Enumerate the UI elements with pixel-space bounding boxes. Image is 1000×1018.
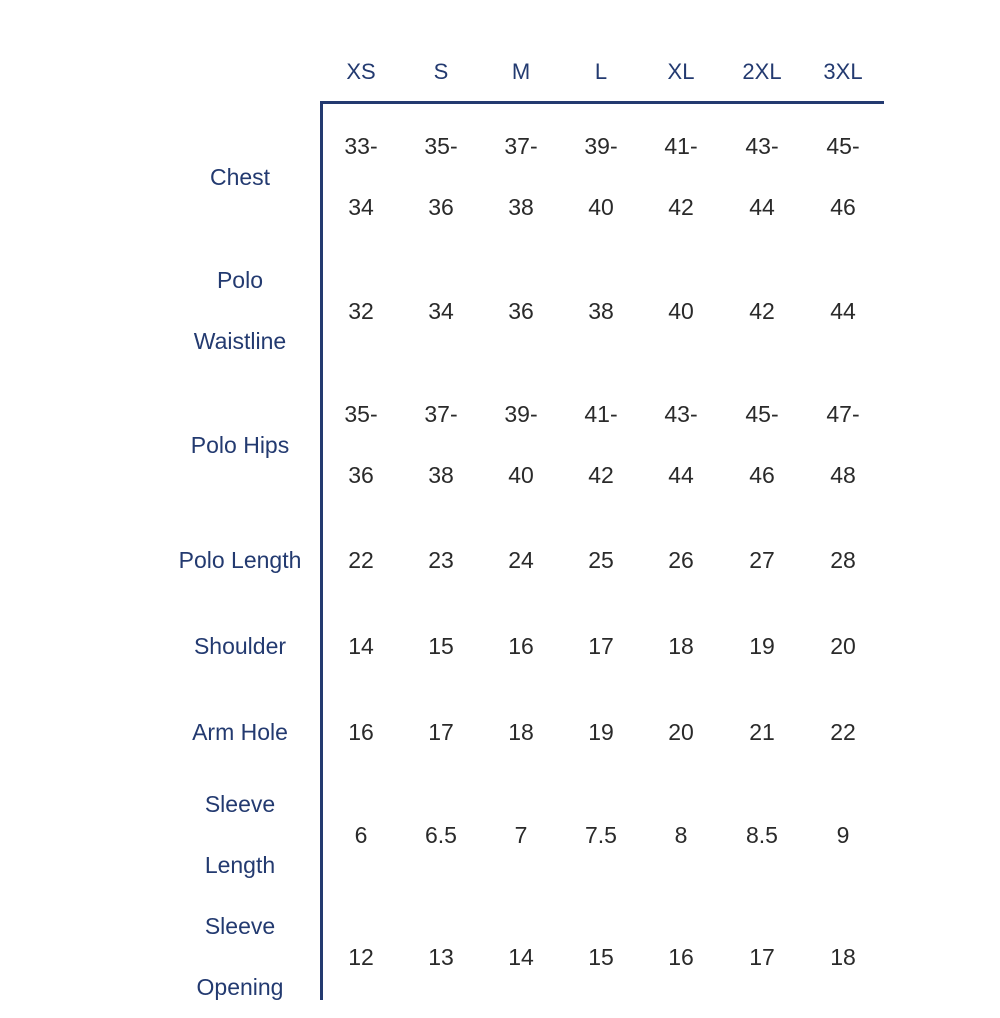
- cell-polo-length-l: 25: [588, 547, 614, 573]
- cell-sleeve-length-m: 7: [514, 821, 528, 848]
- cell-arm-hole-xs: 16: [348, 719, 374, 745]
- cell-sleeve-opening-m: 14: [508, 943, 534, 970]
- cell-sleeve-length-xs: 6: [354, 821, 368, 848]
- cell-polo-hips-3xl: 47- 48: [826, 401, 860, 488]
- cell-polo-hips-m: 39- 40: [504, 401, 538, 488]
- cell-polo-waistline-m: 36: [508, 297, 534, 324]
- row-label-polo-waistline: Polo Waistline: [193, 267, 287, 354]
- cell-sleeve-length-s: 6.5: [425, 821, 457, 848]
- cell-polo-length-s: 23: [428, 547, 454, 573]
- size-header-m: M: [511, 59, 531, 84]
- cell-sleeve-length-2xl: 8.5: [746, 821, 778, 848]
- size-header-2xl: 2XL: [742, 59, 782, 84]
- row-label-sleeve-opening: Sleeve Opening: [196, 913, 284, 1000]
- cell-polo-hips-xl: 43- 44: [664, 401, 698, 488]
- cell-sleeve-length-xl: 8: [674, 821, 688, 848]
- size-header-l: L: [594, 59, 608, 84]
- cell-chest-l: 39- 40: [584, 133, 618, 220]
- cell-chest-m: 37- 38: [504, 133, 538, 220]
- row-label-arm-hole: Arm Hole: [192, 719, 288, 745]
- cell-chest-s: 35- 36: [424, 133, 458, 220]
- cell-polo-waistline-xl: 40: [668, 297, 694, 324]
- cell-sleeve-opening-3xl: 18: [830, 943, 856, 970]
- row-label-chest: Chest: [209, 163, 271, 190]
- row-label-polo-length: Polo Length: [178, 547, 302, 573]
- cell-arm-hole-2xl: 21: [749, 719, 775, 745]
- row-label-sleeve-length: Sleeve Length: [204, 791, 276, 878]
- cell-shoulder-2xl: 19: [749, 633, 775, 659]
- cell-polo-hips-l: 41- 42: [584, 401, 618, 488]
- cell-arm-hole-l: 19: [588, 719, 614, 745]
- cell-polo-length-m: 24: [508, 547, 534, 573]
- cell-shoulder-xs: 14: [348, 633, 374, 659]
- cell-sleeve-opening-2xl: 17: [749, 943, 775, 970]
- cell-polo-length-xs: 22: [348, 547, 374, 573]
- cell-polo-waistline-2xl: 42: [749, 297, 775, 324]
- row-label-shoulder: Shoulder: [193, 633, 287, 659]
- cell-shoulder-m: 16: [508, 633, 534, 659]
- cell-sleeve-opening-l: 15: [588, 943, 614, 970]
- cell-shoulder-l: 17: [588, 633, 614, 659]
- cell-polo-hips-s: 37- 38: [424, 401, 458, 488]
- size-header-s: S: [433, 59, 449, 84]
- cell-polo-length-2xl: 27: [749, 547, 775, 573]
- cell-polo-length-xl: 26: [668, 547, 694, 573]
- cell-chest-xl: 41- 42: [664, 133, 698, 220]
- cell-polo-waistline-3xl: 44: [830, 297, 856, 324]
- cell-arm-hole-s: 17: [428, 719, 454, 745]
- cell-sleeve-opening-s: 13: [428, 943, 454, 970]
- cell-polo-waistline-s: 34: [428, 297, 454, 324]
- cell-shoulder-xl: 18: [668, 633, 694, 659]
- cell-sleeve-length-3xl: 9: [836, 821, 850, 848]
- cell-polo-hips-2xl: 45- 46: [745, 401, 779, 488]
- cell-chest-2xl: 43- 44: [745, 133, 779, 220]
- size-header-xs: XS: [346, 59, 376, 84]
- cell-chest-xs: 33- 34: [344, 133, 378, 220]
- cell-shoulder-3xl: 20: [830, 633, 856, 659]
- header-divider-line: [320, 101, 884, 104]
- cell-polo-waistline-xs: 32: [348, 297, 374, 324]
- row-label-polo-hips: Polo Hips: [190, 431, 290, 458]
- cell-chest-3xl: 45- 46: [826, 133, 860, 220]
- cell-sleeve-length-l: 7.5: [585, 821, 617, 848]
- cell-shoulder-s: 15: [428, 633, 454, 659]
- cell-arm-hole-xl: 20: [668, 719, 694, 745]
- cell-arm-hole-3xl: 22: [830, 719, 856, 745]
- cell-sleeve-opening-xl: 16: [668, 943, 694, 970]
- cell-polo-hips-xs: 35- 36: [344, 401, 378, 488]
- cell-polo-waistline-l: 38: [588, 297, 614, 324]
- size-header-3xl: 3XL: [823, 59, 863, 84]
- cell-sleeve-opening-xs: 12: [348, 943, 374, 970]
- cell-polo-length-3xl: 28: [830, 547, 856, 573]
- cell-arm-hole-m: 18: [508, 719, 534, 745]
- size-header-xl: XL: [667, 59, 695, 84]
